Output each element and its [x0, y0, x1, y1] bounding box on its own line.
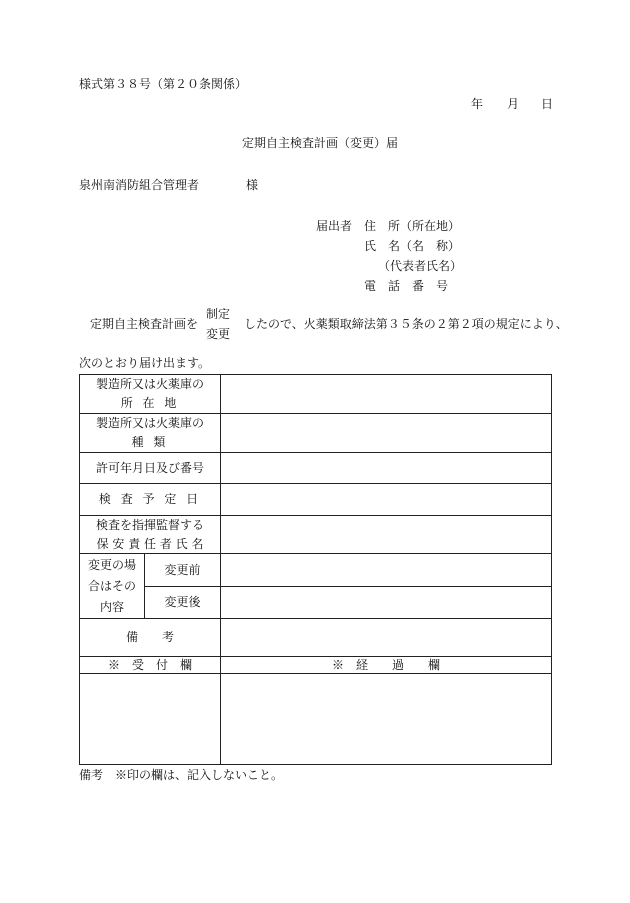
after-change-label: 変更後 — [145, 587, 221, 619]
supervisor-label: 検査を指揮監督する 保 安 責 任 者 氏 名 — [80, 516, 221, 554]
table-row — [80, 554, 552, 587]
type-field[interactable] — [221, 414, 552, 453]
application-table — [79, 374, 552, 765]
table-row — [80, 657, 552, 674]
location-label: 製造所又は火薬庫の 所 在 地 — [80, 375, 221, 414]
option-change: 変更 — [206, 327, 231, 341]
before-change-label: 変更前 — [145, 554, 221, 587]
date-year: 年 — [471, 97, 484, 111]
progress-header: ※ 経 過 欄 — [221, 657, 552, 674]
after-change-field[interactable] — [221, 587, 552, 619]
remarks-label: 備 考 — [80, 619, 221, 657]
table-row — [80, 619, 552, 657]
table-row — [80, 674, 552, 765]
applicant-name: 氏 名（名 称） — [364, 239, 461, 253]
permit-field[interactable] — [221, 453, 552, 484]
body-suffix: したので、火薬類取締法第３５条の２第２項の規定により、 — [244, 317, 568, 331]
addressee-name: 泉州南消防組合管理者 — [79, 178, 200, 192]
table-row — [80, 587, 552, 619]
date-month: 月 — [507, 97, 520, 111]
scheduled-date-label: 検 査 予 定 日 — [80, 484, 221, 516]
before-change-field[interactable] — [221, 554, 552, 587]
remarks-field[interactable] — [221, 619, 552, 657]
type-label: 製造所又は火薬庫の 種 類 — [80, 414, 221, 453]
body-continuation: 次のとおり届け出ます。 — [79, 356, 211, 370]
reception-header: ※ 受 付 欄 — [80, 657, 221, 674]
location-field[interactable] — [221, 375, 552, 414]
applicant-phone: 電 話 番 号 — [364, 279, 449, 293]
scheduled-date-field[interactable] — [221, 484, 552, 516]
date-day: 日 — [541, 97, 554, 111]
table-row — [80, 414, 552, 453]
applicant-representative: （代表者氏名） — [378, 259, 463, 273]
option-enact: 制定 — [206, 307, 231, 321]
table-row — [80, 453, 552, 484]
reception-field — [80, 674, 221, 765]
progress-field — [221, 674, 552, 765]
addressee-honorific: 様 — [246, 178, 259, 192]
table-row — [80, 484, 552, 516]
body-prefix: 定期自主検査計画を — [90, 317, 199, 331]
document-title: 定期自主検査計画（変更）届 — [242, 136, 399, 150]
supervisor-field[interactable] — [221, 516, 552, 554]
table-row — [80, 516, 552, 554]
applicant-label: 届出者 — [316, 219, 353, 233]
table-row — [80, 375, 552, 414]
change-content-label: 変更の場 合はその 内容 — [80, 554, 145, 619]
applicant-address: 住 所（所在地） — [364, 219, 461, 233]
form-number: 様式第３８号（第２０条関係） — [79, 77, 248, 91]
footer-note: 備考 ※印の欄は、記入しないこと。 — [79, 768, 284, 782]
permit-label: 許可年月日及び番号 — [80, 453, 221, 484]
